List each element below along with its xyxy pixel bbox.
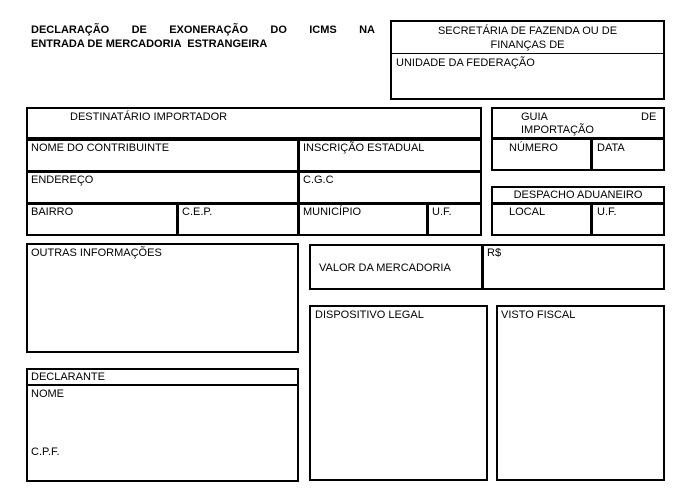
visto-fiscal-label: VISTO FISCAL [501, 309, 576, 321]
outras-informacoes-field[interactable] [26, 243, 299, 353]
dispositivo-legal-field[interactable] [309, 305, 488, 481]
nome-contribuinte-label: NOME DO CONTRIBUINTE [31, 142, 170, 154]
cep-label: C.E.P. [182, 206, 213, 218]
despacho-uf-label: U.F. [597, 206, 617, 218]
outras-informacoes-label: OUTRAS INFORMAÇÕES [31, 247, 162, 259]
secretaria-label-line1: SECRETÁRIA DE FAZENDA OU DE [437, 25, 618, 37]
uf-label: U.F. [432, 206, 452, 218]
declarante-divider [28, 384, 297, 386]
declarante-nome-label[interactable]: NOME [31, 388, 64, 400]
unidade-federacao-label: UNIDADE DA FEDERAÇÃO [396, 57, 535, 69]
despacho-heading: DESPACHO ADUANEIRO [513, 189, 643, 201]
municipio-label: MUNICÍPIO [303, 206, 362, 218]
destinatario-heading: DESTINATÁRIO IMPORTADOR [70, 111, 228, 123]
guia-label: GUIA [521, 111, 548, 123]
despacho-local-label: LOCAL [509, 206, 546, 218]
declarante-cpf-label[interactable]: C.P.F. [31, 446, 60, 458]
secretaria-divider [392, 53, 663, 54]
title-word: EXONERAÇÃO [169, 24, 249, 36]
valor-mercadoria-field[interactable] [482, 244, 665, 290]
cgc-label: C.G.C [303, 174, 334, 186]
guia-de-label: DE [641, 111, 657, 123]
declarante-heading: DECLARANTE [31, 371, 105, 383]
guia-data-label: DATA [597, 142, 625, 154]
importacao-label: IMPORTAÇÃO [521, 124, 594, 136]
title-word: DO [270, 24, 287, 36]
form-title-line1 [31, 24, 375, 37]
guia-numero-label: NÚMERO [509, 142, 558, 154]
visto-fiscal-field[interactable] [496, 305, 665, 481]
endereco-label: ENDEREÇO [31, 174, 94, 186]
title-word: DECLARAÇÃO [31, 24, 110, 36]
title-word: NA [359, 24, 375, 36]
bairro-label: BAIRRO [31, 206, 74, 218]
title-word: ICMS [309, 24, 337, 36]
valor-mercadoria-label: VALOR DA MERCADORIA [319, 262, 451, 274]
inscricao-estadual-label: INSCRIÇÃO ESTADUAL [303, 142, 425, 154]
title-word: DE [131, 24, 147, 36]
form-title-line2: ENTRADA DE MERCADORIA ESTRANGEIRA [31, 38, 268, 50]
valor-currency-label: R$ [487, 247, 502, 259]
secretaria-label-line2: FINANÇAS DE [490, 39, 565, 51]
dispositivo-legal-label: DISPOSITIVO LEGAL [315, 309, 424, 321]
